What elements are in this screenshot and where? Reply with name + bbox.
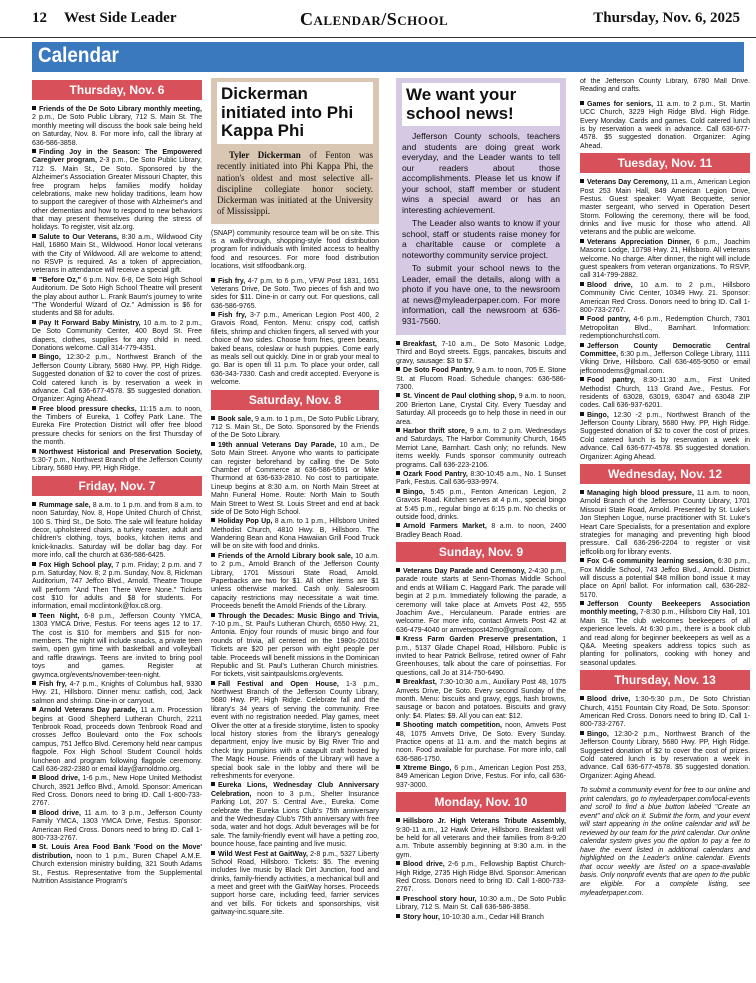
bullet-square-icon [32,106,36,110]
event-title: 19th annual Veterans Day Parade, [218,441,337,449]
event-item [580,731,750,781]
event-item [32,613,202,680]
bullet-square-icon [211,681,215,685]
school-news-box [396,78,566,335]
bullet-square-icon [32,449,36,453]
event-item [396,489,566,523]
page-number: 12 [32,10,47,26]
event-item [580,282,750,316]
event-list [32,106,202,474]
event-title: Free blood pressure checks, [39,405,137,413]
event-title: Blood drive, [403,861,445,869]
event-item [580,412,750,462]
event-title: Breakfast, [403,341,437,349]
event-title: Arnold Veterans Day parade, [39,707,138,715]
bullet-square-icon [211,782,215,786]
event-item [211,851,379,918]
event-title: Bingo, [587,730,609,738]
event-item [32,775,202,809]
event-item [32,449,202,474]
bullet-square-icon [211,416,215,420]
event-item [396,914,566,922]
event-title: Bingo, [403,488,425,496]
event-title: Book sale, [218,415,254,423]
event-list [211,278,379,388]
event-item [32,707,202,774]
event-details: 4-7 p.m., Knights of Columbus hall, 9330 Hwy. 21, Hillsboro. Dinner menu: catfish, cod, Jack salmon and shrimp. Dine-in or carryout. [32,681,202,705]
bullet-square-icon [580,490,584,494]
event-title: Bingo, [587,411,609,419]
event-item [32,844,202,886]
event-item [580,316,750,341]
event-title: Fish fry, [218,312,247,320]
event-item [580,377,750,411]
event-item [580,179,750,238]
event-item [396,568,566,635]
column-3 [396,78,566,978]
bullet-square-icon [580,558,584,562]
event-item [211,416,379,441]
event-list [396,341,566,540]
event-item [211,518,379,552]
event-list [580,101,750,151]
event-details: 11 a.m., American Legion Post 253 Main Hall, 849 American Legion Drive, Festus. Guest speaker: Wyatt Becquette, senior master sergeant, who served in Operation Desert Storm. Following the ceremony, there will be food, drinks and live music for those who attend. All veterans and the public are welcome. [580,179,750,237]
event-title: "Before Oz," [39,276,81,284]
section-title: Calendar/School [300,9,449,29]
event-list [580,179,750,462]
event-details: 5:30-7 p.m., Northwest Branch of the Jefferson County Library, 5680 Hwy. PP, High Ridge. [32,457,202,473]
event-title: Story hour, [403,913,440,921]
event-item [580,601,750,668]
event-details: 12:30-2 p.m., Northwest Branch of the Jefferson County Library, 5680 Hwy. PP, High Ridge. Suggested donation of $2 to cover the cost of prizes. Cold catered lunch is by reservation a week in advance. Call 636-677-4578. $5 suggested donation. Organizer: Aging Ahead. [580,730,750,780]
event-item [211,278,379,312]
event-details: 2-3 p.m., De Soto Public Library, 712 S. Main St., De Soto. Sponsored by the Alzheimer's Association Greater Missouri Chapter, this free program helps families modify holiday celebrations, make new holiday traditions, learn how to support the caregiver of those with Alzheimer's and other dementias and how to respond to new behaviors that may present themselves during the stress of holidays. To register, visit alz.org. [32,157,202,232]
event-item [32,354,202,404]
event-item [211,553,379,612]
event-details: noon to 1 p.m., Buren Chapel A.M.E. Church extension ministry building, 321 South Adams St., Festus. Representative from the Supplemental Nutrition Assistance Program's [32,852,202,885]
event-list [211,416,379,918]
bullet-square-icon [580,343,584,347]
event-list [580,696,750,781]
event-title: Eureka Lions, Wednesday Club Anniversary Celebration, [211,782,379,798]
event-details: 10 a.m. to 2 p.m., Arnold Branch of the Jefferson County Library, 1701 Missouri State Road, Arnold. Paperbacks are two for $1. All other items are $1 unless otherwise marked. Cash only. Salesroom capacity restrictions may necessitate a wait time. Proceeds benefit the Arnold Friends of the Library. [211,552,379,611]
event-details: 6:30 p.m., Jefferson College Library, 1111 Viking Drive, Hillsboro. Call 636-465-9050 or email jeffcomodems@gmail.com. [580,350,750,375]
bullet-square-icon [211,553,215,557]
bullet-square-icon [580,601,584,605]
event-item [396,896,566,913]
event-title: Northwest Historical and Preservation Society, [39,448,202,456]
box-headline: We want your school news! [402,83,560,126]
bullet-square-icon [32,562,36,566]
event-title: Blood drive, [587,281,633,289]
event-details: 2-8 p.m., 5327 Liberty School Road, Hillsboro. Tickets: $5. The evening includes live music by Black Dirt Junction, food and drinks, family-friendly activities, a mechanical bull and a meet and greet with the GaitWay horses. Proceeds support horse care, including feed, farrier services and vet bills. For tickets and sponsorships, visit gaitway-inc.square.site. [211,850,379,917]
event-item [211,681,379,782]
event-item [396,722,566,764]
box-paragraph: To submit your school news to the Leader, email the details, along with a photo if you have one, to the newsroom at news@myleaderpaper.com. For more information, call the newsroom at 636-931-7560. [402,263,560,326]
event-item [396,765,566,790]
bullet-square-icon [396,428,400,432]
bullet-square-icon [396,722,400,726]
bullet-square-icon [211,442,215,446]
box-body [217,150,373,218]
event-details: 1-6 p.m., New Hope United Methodist Church, 3921 Jeffco Blvd., Arnold. Sponsor: American Red Cross. Donors need to bring ID. Call 1-800-733-2767. [32,775,202,808]
event-title: Friends of the De Soto Library monthly meeting, [39,106,202,113]
event-details: 8:30-11:30 a.m., First United Methodist Church, 113 Grand Ave., Festus. For residents of 63028, 63019, 63047 and 63048 ZIP codes. Call 636-937-6201. [580,377,750,410]
day-header: Friday, Nov. 7 [32,476,202,496]
bullet-square-icon [580,731,584,735]
event-details: 12:30 -2 p.m., Northwest Branch of the Jefferson County Library, 5680 Hwy. PP, High Ridge. Suggested donation of $2 to cover the cost of prizes. Cold catered lunch is by reservation a week in advance. Call 636-677-4578. $5 suggested donation. Organizer: Aging Ahead. [580,411,750,461]
publication-name: West Side Leader [64,10,177,26]
day-header: Saturday, Nov. 8 [211,390,379,410]
bullet-square-icon [211,518,215,522]
banner-title: Calendar [38,44,119,67]
event-details: 7-10 a.m., De Soto Masonic Lodge, Third and Boyd streets. Eggs, pancakes, biscuits and gravy, sausage: $3 to $7. [396,341,566,365]
event-item [580,490,750,557]
event-title: Teen Night, [39,612,80,620]
bullet-square-icon [32,681,36,685]
event-item [32,106,202,148]
bullet-square-icon [396,861,400,865]
bullet-square-icon [580,179,584,183]
event-details: 9 a.m. to 2 p.m. Wednesdays and Saturdays, The Harbor Community Church, 1645 Merriot Lane, Barnhart. Cash only; no refunds. New items weekly. Funds sponsor community outreach programs. Call 636-223-2106. [396,428,566,469]
event-list [32,502,202,887]
event-details: 7:30-10:30 a.m., Auxiliary Post 48, 1075 Amvets Drive, De Soto. Every second Sunday of the month. Menu: biscuits and gravy, eggs, hash browns, sausage or bacon and potatoes. Biscuits and gravy only: $4. Plates: $9. All you can eat: $12. [396,679,566,720]
event-title: Holiday Pop Up, [218,518,273,526]
event-details: 2-4:30 p.m., parade route starts at Senn-Thomas Middle School and ends at William C. Haggard Park. The parade will begin at 2 p.m. Immediately following the parade, a ceremony will take place at Amvets Post 42, 555 Joachim Ave., Herculaneum. Parade entries are welcome. For more info, contact Amvets Post 42 at 636-479-4040 or amvetspost42mo@gmail.com. [396,568,566,634]
event-details: 1-3 p.m., Northwest Branch of the Jefferson County Library, 5680 Hwy. PP, High Ridge. Celebrate fall and the library's 34 years of serving the community. Free event with no registration needed. Play games, meet Oliver the otter at a fireside storytime, listen to spooky local history stories from the library's genealogy department, enjoy live music by Big River Trio and check tiny pumpkins with a catapult craft hosted by The Magic House. Friends of the Library will have a special book sale in the lobby and there will be refreshments for everyone. [211,680,379,780]
event-details: 10:30 a.m., De Soto Public Library, 712 S. Main St. Call 636-586-3858. [396,895,566,912]
event-details: 9 a.m. to noon, 200 Brierton Lane, Crystal City. Every Tuesday and Saturday. All proceeds go to help those in need in our area. [396,393,566,426]
event-item [580,101,750,151]
event-item [396,636,566,678]
issue-date: Thursday, Nov. 6, 2025 [593,10,740,26]
event-title: Ozark Food Pantry, [403,470,468,478]
event-title: Breakfast, [403,679,437,687]
event-details: 11 a.m. Procession begins at Good Shepherd Lutheran Church, 2211 Tenbrook Road, proceeds down Tenbrook Road and crosses Jeffco Boulevard onto the Fox schools campus, 751 Jeffco Blvd. Ceremony held near campus flagpole. Fox High School Student Council holds luncheon and program following flagpole ceremony. Call 636-282-2380 or email klay@arnoldmo.org. [32,707,202,773]
event-title: Wild West Fest at GaitWay, [218,850,308,858]
bullet-square-icon [32,775,36,779]
event-details: 10-10:30 a.m., Cedar Hill Branch [439,913,544,921]
bullet-square-icon [211,613,215,617]
event-details: 3-7 p.m., American Legion Post 400, 2 Gravois Road, Fenton. Menu: crispy cod, catfish fillets, shrimp and chicken fingers, all served with your choice of two sides. Choose from fries, green beans, baked beans, coleslaw or hush puppies. Come early as meals sell out quickly. Dine in or grab your meal to go. Bar is open till 11 p.m. To place your order, call 636-343-7330. Cash and credit accepted. Everyone is welcome. [211,312,379,387]
column-1 [32,78,202,978]
bullet-square-icon [396,393,400,397]
box-name: Tyler Dickerman [229,150,301,161]
bullet-square-icon [396,765,400,769]
bullet-square-icon [211,278,215,282]
event-title: Preschool story hour, [403,895,477,903]
bullet-square-icon [580,282,584,286]
event-details: 11 a.m. to 2 p.m., St. Martin UCC Church, 3229 High Ridge Blvd. High Ridge. Every Monday. Cards and games. Cold catered lunch is by reservation a week in advance. Call 636-677-4578. $5 suggested donation. Organizer: Aging Ahead. [580,100,750,150]
event-details: 1:30-5:30 p.m., De Soto Christian Church, 4151 Fountain City Road, De Soto. Sponsor: American Red Cross. Donors need to bring ID. Call 1-800-733-2767. [580,696,750,729]
event-title: Harbor thrift store, [403,428,467,435]
bullet-square-icon [580,412,584,416]
bullet-square-icon [32,613,36,617]
event-details: 7 p.m. Friday; 2 p.m. and 7 p.m. Saturday, Nov. 8; 2 p.m. Sunday, Nov. 8, Rickman Auditorium, 747 Jeffco Blvd., Arnold. Theatre Troupe will perform "And Then There Were None." Tickets cost $10 for adults and $8 for students. For information, email mcclintonk@fox.c8.org. [32,561,202,611]
bullet-square-icon [396,818,400,822]
box-paragraph: The Leader also wants to know if your school, staff or students raise money for a charitable cause or complete a noteworthy community service project. [402,218,560,260]
bullet-square-icon [211,312,215,316]
column-2 [211,78,379,978]
event-item [580,558,750,600]
event-details: 4-6 p.m., Redemption Church, 7301 Metropolitan Blvd., Barnhart. Information: redemptionchurchstl.com. [580,316,750,341]
event-details: 6 p.m., American Legion Post 253, 849 American Legion Drive, Festus. For info, call 636-937-3000. [396,765,566,789]
event-details: 10 a.m., De Soto Main Street. Anyone who wants to participate can register beforehand by calling the De Soto Chamber of Commerce at 636-586-5591 or Mike Thurmond at 636-633-2810. No cost to participate. Lineup begins at 8:30 a.m. on North Main Street at Mahn Funeral Home. Route: North Main to South Main Street to West St. Louis Street and end at back side of De Soto High School. [211,441,379,516]
event-item [580,239,750,281]
event-item [32,277,202,319]
bullet-square-icon [32,354,36,358]
continued-text: of the Jefferson County Library, 6780 Mall Drive. Reading and crafts. [580,78,750,94]
event-item [396,393,566,427]
continued-text: (SNAP) community resource team will be on site. This is a walk-through, shopping-style food distribution program for individuals with limited access to healthy food and resources. For more food distribution locations, visit stlfoodbank.org. [211,229,379,271]
bullet-square-icon [396,367,400,371]
event-title: Friends of the Arnold Library book sale, [218,552,353,560]
event-item [211,613,379,680]
event-details: noon to 3 p.m., Shelter Insurance Parking Lot, 207 S. Central Ave., Eureka. Come celebrate the Eureka Lions Club's 75th anniversary and the Wednesday Club's 75th anniversary with free soda, water and hot dogs. Adult beverages will be for sale. The family-friendly event will have a petting zoo, bounce house, face painting and live music. [211,790,379,849]
bullet-square-icon [580,239,584,243]
event-details: 1 p.m., 5137 Glade Chapel Road, Hillsboro. Public is invited to hear Patrick Bellrose, retired owner of Fahr Greenhouses, talk about the care of poinsettias. For questions, call Jo at 314-750-6490. [396,636,566,677]
bullet-square-icon [396,679,400,683]
day-header: Sunday, Nov. 9 [396,542,566,562]
event-title: Games for seniors, [587,100,654,108]
event-list [396,818,566,922]
bullet-square-icon [580,101,584,105]
event-title: Shooting match competition, [403,722,502,730]
event-details: 9 a.m. to noon, 705 E. Stone St. at Flucom Road. Schedule changes: 636-586-7300. [396,367,566,392]
event-item [32,149,202,233]
event-item [396,818,566,860]
day-header: Monday, Nov. 10 [396,792,566,812]
event-item [396,471,566,488]
event-title: Pay It Forward Baby Ministry, [39,319,141,327]
event-item [396,679,566,721]
event-details: 7-8:30 p.m., Hillsboro City Hall, 101 Main St. The club welcomes beekeepers of all experience levels. At 6:30 p.m., there is a book club and read along for beginner beekeepers as well as a Q&A. Meeting speakers address topics such as planting for pollinators, cooking with honey and seasonal updates. [580,609,750,667]
day-header: Wednesday, Nov. 12 [580,464,750,484]
page-header [0,0,756,38]
event-details: 11 a.m. to noon, Arnold Branch of the Jefferson County Library, 1701 Missouri State Road, Arnold. Presented by St. Luke's Jon Stephen Logue, nurse practitioner with St. Luke's Heart Care Specialists, for a presentation and explore strategies for managing and preventing high blood pressure. Call 636-296-2204 to register or visit jeffcolib.org for library events. [580,490,750,556]
event-item [580,696,750,730]
event-title: Salute to Our Veterans, [39,233,119,241]
event-item [396,367,566,392]
event-item [211,312,379,388]
event-title: Jefferson County Beekeepers Association monthly meeting, [580,601,750,617]
event-title: Arnold Farmers Market, [403,523,487,531]
event-title: Veterans Day Ceremony, [587,179,669,187]
event-details: 6:30 p.m., Fox Middle School, 743 Jeffco Blvd., Arnold. District will discuss a potential $48 million bond issue it may place on April ballot. For information call, 636-282-5170. [580,558,750,599]
event-title: Finding Joy in the Season: The Empowered Caregiver program, [32,148,202,165]
event-details: 5:45 p.m., Fenton American Legion, 2 Gravois Road. Kitchen serves at 4 p.m., special bingo at 5:45 p.m., regular bingo at 6:15 p.m. No checks or outside food, drinks. [396,488,566,521]
box-text: of Fenton was recently initiated into Phi Kappa Phi, the nation's oldest and most selective all-discipline collegiate honor society. Dickerman was initiated at the University of Mississippi. [217,150,374,217]
event-title: Food pantry, [587,377,636,385]
event-details: noon, Amvets Post 48, 1075 Amvets Drive, De Soto. Every Sunday. Practice opens at 11 a.m. and the match begins at noon. Food available for purchase. For more info, call 636-586-1750. [396,722,566,763]
event-item [32,681,202,706]
event-title: Blood drive, [39,809,81,817]
event-details: 12:30-2 p.m., Northwest Branch of the Jefferson County Library, 5680 Hwy. PP, High Ridge. Suggested donation of $2 to cover the cost of prizes. Cold catered lunch is by reservation a week in advance. Call 636-677-4578. $5 suggested donation. Organizer: Aging Ahead. [32,354,202,404]
event-details: 8 a.m. to 1 p.m., Hillsboro United Methodist Church, 4810 Hwy. B, Hillsboro. The Wandering Bean and Kona Hawaiian Grill Food Truck will be on site with food and drinks. [211,518,379,551]
event-details: 10 a.m. to 2 p.m., Hillsboro Community Civic Center, 10349 Hwy. 21. Sponsor: American Red Cross. Donors need to bring ID. Call 1-800-733-2767. [580,281,750,314]
event-list [580,490,750,668]
bullet-square-icon [396,896,400,900]
day-header: Thursday, Nov. 6 [32,80,202,100]
box-headline: Dickerman initiated into Phi Kappa Phi [217,82,373,144]
event-details: 8 a.m. to 1 p.m. and from 8 a.m. to noon Saturday, Nov. 8, Hope United Church of Christ, 100 S. Third St., De Soto. The sale will feature holiday decor, upholstered chairs, a turkey roaster, adult and children's clothing, toys, books, kitchen items and knick-knacks. Saturday will be dollar bag day. For more info, call the church at 636-586-6425. [32,501,202,560]
event-title: Veterans Day Parade and Ceremony, [403,568,526,576]
event-title: Blood drive, [39,775,81,783]
bullet-square-icon [32,320,36,324]
event-item [32,406,202,448]
bullet-square-icon [396,523,400,527]
event-title: De Soto Food Pantry, [403,367,475,375]
submission-note: To submit a community event for free to our online and print calendars, go to myleaderpaper.com/local-events and scroll to find a blue button labeled "Create an event" and click on it. Submit the form, and your event will start appearing in the online calendar and will be reviewed by our team for the print calendar. Our online calendar system gives you the option to pay a fee to have the event listed in additional calendars and highlighted on the Leader's online calendar. Events that occur weekly are listed on a space-available basis. Only nonprofit events that are open to the public are eligible. For a complete listing, see myleaderpaper.com. [580,787,750,897]
column-4 [580,78,750,978]
event-title: Fox High School play, [39,561,114,569]
event-title: St. Louis Area Food Bank 'Food on the Move' distribution, [32,844,202,860]
event-title: Fish fry, [39,681,67,688]
bullet-square-icon [211,851,215,855]
event-item [396,861,566,895]
event-item [396,428,566,470]
bullet-square-icon [396,636,400,640]
event-item [396,523,566,540]
event-details: 2-6 p.m., Fellowship Baptist Church-High Ridge, 2735 High Ridge Blvd. Sponsor: American Red Cross. Donors need to bring ID. Call 1-800-733-2767. [396,861,566,894]
event-title: Through the Decades: Music Bingo and Trivia, [218,612,379,620]
event-item [396,341,566,366]
event-details: 9:30-11 a.m., 12 Hawk Drive, Hillsboro. Breakfast will be held for all veterans and their families from 8-9:20 a.m. Tribute assembly beginning at 9:30 a.m. in the gym. [396,826,566,859]
event-title: Food pantry, [587,316,631,324]
event-details: 6-8 p.m., Jefferson County YMCA, 1303 YMCA Drive, Festus. For teens ages 12 to 17. The cost is $10 for members and $15 for non-members. The night will include snacks, a private teen swim, open gym time with basketball and volleyball and raffle drawings. Teens are invited to bring pool toys and games. Register at gwymca.org/events/november-teen-night. [32,612,202,679]
event-details: 8 a.m. to noon, 2400 Bradley Beach Road. [396,523,566,539]
event-title: St. Vincent de Paul clothing shop, [403,393,517,401]
event-details: 10 a.m. to 2 p.m., De Soto Community Center, 400 Boyd St. Free diapers, clothes, supplies for any child in need. Donations welcome. Call 314-779-4351. [32,319,202,352]
bullet-square-icon [32,707,36,711]
bullet-square-icon [32,234,36,238]
event-details: 8:30 a.m., Wildwood City Hall, 16860 Main St., Wildwood. Honor local veterans with the City of Wildwood. All are welcome to attend; no RSVP is required. As a token of appreciation, veterans in attendance will receive a special gift. [32,233,202,275]
event-title: Veterans Appreciation Dinner, [587,238,692,246]
event-item [32,320,202,354]
box-paragraph: Jefferson County schools, teachers and students are doing great work everyday, and the Leader wants to tell our readers about those accomplishments. Please let us know if your school, staff member or student wins a special award or has an interesting achievement. [402,131,560,215]
event-item [211,442,379,518]
bullet-square-icon [396,914,400,918]
event-details: 6 p.m. Nov. 6-8, De Soto High School Auditorium. De Soto High School Theatre will present the play about author L. Frank Baum's journey to write "The Wonderful Wizard of Oz." Admission is $6 for students and $8 for adults. [32,276,202,318]
event-details: 6 p.m., Joachim Masonic Lodge, 10798 Hwy. 21, Hillsboro. All veterans welcome. No charge. After dinner, the night will include guest speakers from veteran organizations. To RSVP, call 314-799-2882. [580,238,750,280]
event-title: Bingo, [39,354,61,362]
calendar-banner [32,42,744,72]
bullet-square-icon [580,316,584,320]
bullet-square-icon [32,149,36,153]
event-title: Fish fry, [218,277,246,285]
bullet-square-icon [396,471,400,475]
event-title: Kress Farm Garden Preserve presentation, [403,636,558,644]
bullet-square-icon [580,696,584,700]
event-details: 7-10 p.m., St. Paul's Lutheran Church, 6550 Hwy. 21, Antonia. Enjoy four rounds of music bingo and four rounds of trivia, all centered on the 1980s-2010s! Tickets are $20 per person with eight people per table. Proceeds will benefit missions in the Dominican Republic and St. Paul's Lutheran Church ministries. For tickets, visit saintpaulslcms.org/events. [211,620,379,679]
event-title: Hillsboro Jr. High Veterans Tribute Assembly, [403,818,566,826]
event-item [32,562,202,612]
event-details: 4-7 p.m. to 6 p.m., VFW Post 1831, 1651 Veterans Drive, De Soto. Two pieces of fish and two sides for $11. Dine-in or carry out. For questions, call 636-586-9765. [211,277,379,310]
event-title: Rummage sale, [39,501,91,509]
bullet-square-icon [32,844,36,848]
bullet-square-icon [396,341,400,345]
bullet-square-icon [32,277,36,281]
event-details: 9 a.m. to 1 p.m., De Soto Public Library, 712 S. Main St., De Soto. Sponsored by the Friends of the De Soto Library. [211,415,379,440]
bullet-square-icon [396,489,400,493]
event-title: Xtreme Bingo, [403,765,452,773]
day-header: Thursday, Nov. 13 [580,670,750,690]
event-details: 11:15 a.m. to noon, the Timbers of Eureka, 1 Coffey Park Lane. The Eureka Fire Protection District will offer free blood pressure checks for seniors on the first Thursday of the month. [32,405,202,447]
event-item [32,502,202,561]
event-item [32,810,202,844]
bullet-square-icon [32,406,36,410]
dickerman-news-box [211,78,379,224]
event-details: 8:30-10:45 a.m., No. 1 Sunset Park, Festus. Call 636-933-9974. [396,470,566,487]
event-title: Fall Festival and Open House, [218,680,339,688]
day-header: Tuesday, Nov. 11 [580,153,750,173]
event-item [580,343,750,377]
event-title: Blood drive, [587,696,631,704]
event-item [211,782,379,849]
event-title: Fox C-6 community learning session, [587,558,715,566]
event-title: Managing high blood pressure, [587,490,694,498]
bullet-square-icon [32,502,36,506]
bullet-square-icon [396,568,400,572]
event-item [32,234,202,276]
bullet-square-icon [580,377,584,381]
event-details: 11 a.m. to 3 p.m., Jefferson County Family YMCA, 1303 YMCA Drive, Festus. Sponsor: American Red Cross. Donors need to bring ID. Call 1-800-733-2767. [32,809,202,843]
bullet-square-icon [32,810,36,814]
event-details: 2 p.m., De Soto Public Library, 712 S. Main St. The monthly meeting will discuss the book sale being held on Saturday, Nov. 8. For more info, call the library at 636-586-3858. [32,114,202,147]
event-title: Jefferson County Democratic Central Committee, [580,342,750,358]
event-list [396,568,566,790]
